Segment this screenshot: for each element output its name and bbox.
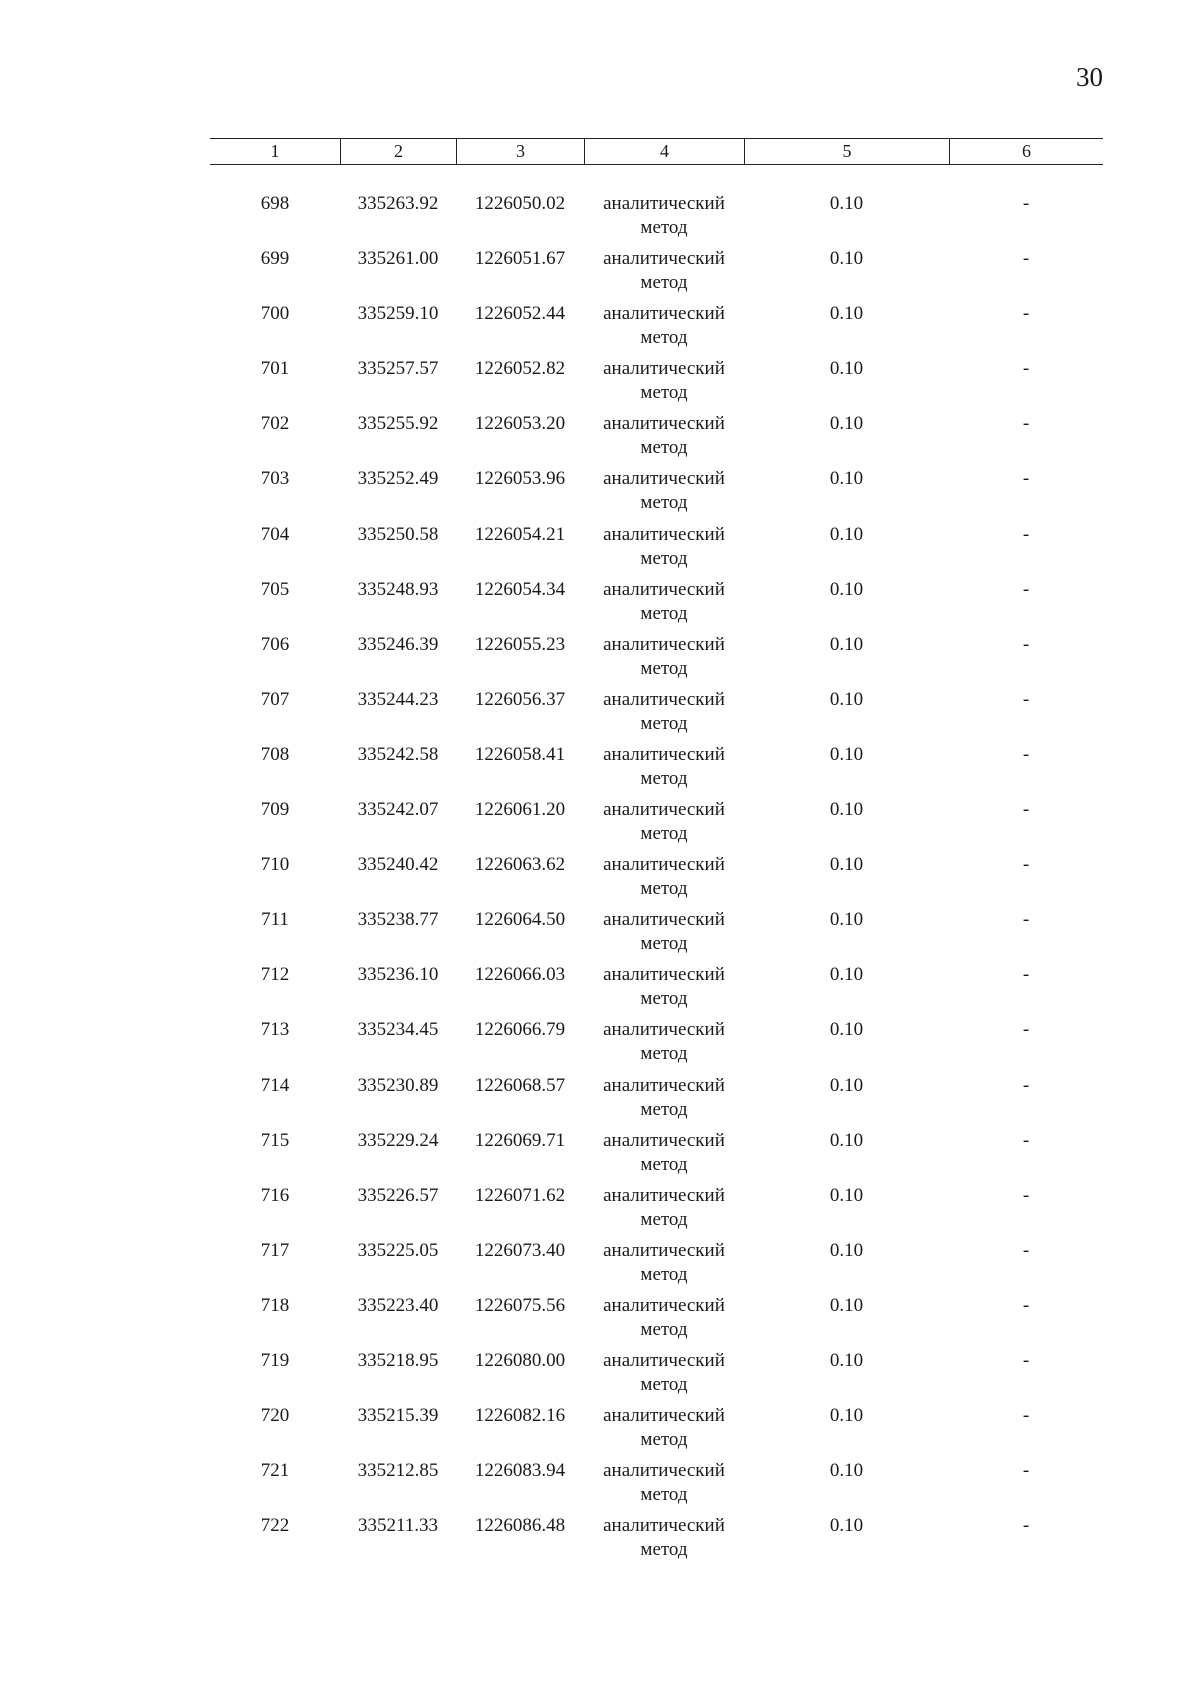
precision-value: 0.10	[829, 413, 864, 435]
method-cell	[584, 688, 744, 736]
point-number: 714	[260, 1074, 290, 1096]
precision-value: 0.10	[829, 1184, 864, 1206]
coord-x: 335238.77	[357, 909, 439, 931]
method-line-1: аналитический	[603, 1184, 725, 1206]
table-body	[210, 192, 1103, 1569]
precision-value: 0.10	[829, 248, 864, 270]
precision-value: 0.10	[829, 743, 864, 765]
point-number: 722	[260, 1515, 290, 1537]
method-cell	[584, 192, 744, 240]
method-cell	[584, 1349, 744, 1397]
point-number: 701	[260, 358, 290, 380]
method-line-2: метод	[640, 327, 688, 349]
coord-x: 335261.00	[357, 248, 439, 270]
method-cell	[584, 1184, 744, 1232]
coord-x: 335252.49	[357, 468, 439, 490]
coord-x: 335257.57	[357, 358, 439, 380]
precision-value: 0.10	[829, 1074, 864, 1096]
method-line-1: аналитический	[603, 1239, 725, 1261]
coord-y: 1226071.62	[474, 1184, 566, 1206]
method-line-2: метод	[640, 217, 688, 238]
method-line-2: метод	[640, 988, 688, 1010]
note-value: -	[1022, 633, 1030, 655]
table-row	[210, 467, 1103, 522]
precision-value: 0.10	[829, 1349, 864, 1371]
point-number: 713	[260, 1019, 290, 1041]
coord-y: 1226058.41	[474, 743, 566, 765]
method-line-2: метод	[640, 547, 688, 569]
header-col-2: 2	[340, 139, 456, 164]
method-line-1: аналитический	[603, 964, 725, 986]
method-line-2: метод	[640, 878, 688, 900]
coord-y: 1226054.21	[474, 523, 566, 545]
precision-value: 0.10	[829, 1019, 864, 1041]
precision-value: 0.10	[829, 1515, 864, 1537]
note-value: -	[1022, 193, 1030, 214]
method-line-2: метод	[640, 1043, 688, 1065]
coord-x: 335259.10	[357, 303, 439, 325]
method-line-1: аналитический	[603, 799, 725, 821]
point-number: 707	[260, 688, 290, 710]
precision-value: 0.10	[829, 468, 864, 490]
coord-x: 335242.07	[357, 799, 439, 821]
method-cell	[584, 1074, 744, 1122]
table-row	[210, 1239, 1103, 1294]
method-line-2: метод	[640, 437, 688, 459]
coord-y: 1226052.44	[474, 303, 566, 325]
table-row	[210, 247, 1103, 302]
method-line-1: аналитический	[603, 248, 725, 270]
table-row	[210, 578, 1103, 633]
method-line-1: аналитический	[603, 743, 725, 765]
method-line-2: метод	[640, 602, 688, 624]
method-cell	[584, 523, 744, 571]
method-cell	[584, 798, 744, 846]
coord-x: 335236.10	[357, 964, 439, 986]
precision-value: 0.10	[829, 799, 864, 821]
note-value: -	[1022, 1019, 1030, 1041]
point-number: 704	[260, 523, 290, 545]
method-line-1: аналитический	[603, 358, 725, 380]
point-number: 705	[260, 578, 290, 600]
coord-y: 1226063.62	[474, 854, 566, 876]
method-line-2: метод	[640, 1153, 688, 1175]
point-number: 719	[260, 1349, 290, 1371]
coord-y: 1226082.16	[474, 1405, 566, 1427]
note-value: -	[1022, 854, 1030, 876]
precision-value: 0.10	[829, 909, 864, 931]
table-row	[210, 1404, 1103, 1459]
method-line-1: аналитический	[603, 523, 725, 545]
note-value: -	[1022, 688, 1030, 710]
method-cell	[584, 1459, 744, 1507]
method-line-2: метод	[640, 823, 688, 845]
coord-y: 1226073.40	[474, 1239, 566, 1261]
coord-x: 335248.93	[357, 578, 439, 600]
header-col-4: 4	[584, 139, 744, 164]
method-line-2: метод	[640, 1429, 688, 1451]
method-cell	[584, 963, 744, 1011]
note-value: -	[1022, 358, 1030, 380]
coord-y: 1226075.56	[474, 1294, 566, 1316]
method-line-1: аналитический	[603, 578, 725, 600]
page-number: 30	[1076, 62, 1103, 92]
method-cell	[584, 743, 744, 791]
table-row	[210, 1018, 1103, 1073]
table-header	[210, 138, 1103, 165]
coord-y: 1226080.00	[474, 1349, 566, 1371]
note-value: -	[1022, 578, 1030, 600]
table-row	[210, 908, 1103, 963]
point-number: 700	[260, 303, 290, 325]
table-row	[210, 853, 1103, 908]
coord-y: 1226066.79	[474, 1019, 566, 1041]
method-line-1: аналитический	[603, 1129, 725, 1151]
coord-y: 1226066.03	[474, 964, 566, 986]
coord-x: 335255.92	[357, 413, 439, 435]
note-value: -	[1022, 964, 1030, 986]
precision-value: 0.10	[829, 1405, 864, 1427]
table-row	[210, 963, 1103, 1018]
point-number: 702	[260, 413, 290, 435]
note-value: -	[1022, 468, 1030, 490]
precision-value: 0.10	[829, 1129, 864, 1151]
point-number: 718	[260, 1294, 290, 1316]
precision-value: 0.10	[829, 193, 864, 214]
point-number: 715	[260, 1129, 290, 1151]
method-line-2: метод	[640, 1484, 688, 1506]
table-row	[210, 1294, 1103, 1349]
method-line-1: аналитический	[603, 1349, 725, 1371]
method-cell	[584, 357, 744, 405]
coord-y: 1226054.34	[474, 578, 566, 600]
coord-y: 1226068.57	[474, 1074, 566, 1096]
coord-y: 1226061.20	[474, 799, 566, 821]
method-cell	[584, 1294, 744, 1342]
precision-value: 0.10	[829, 633, 864, 655]
note-value: -	[1022, 1405, 1030, 1427]
table-row	[210, 1459, 1103, 1514]
method-cell	[584, 1239, 744, 1287]
coord-x: 335242.58	[357, 743, 439, 765]
header-col-6: 6	[949, 139, 1103, 164]
method-line-1: аналитический	[603, 303, 725, 325]
coord-x: 335263.92	[357, 193, 439, 214]
coord-x: 335250.58	[357, 523, 439, 545]
method-line-2: метод	[640, 1208, 688, 1230]
note-value: -	[1022, 1294, 1030, 1316]
table-row	[210, 1074, 1103, 1129]
table-row	[210, 1349, 1103, 1404]
note-value: -	[1022, 743, 1030, 765]
precision-value: 0.10	[829, 578, 864, 600]
table-row	[210, 743, 1103, 798]
note-value: -	[1022, 909, 1030, 931]
coord-x: 335229.24	[357, 1129, 439, 1151]
coord-y: 1226052.82	[474, 358, 566, 380]
method-line-1: аналитический	[603, 1515, 725, 1537]
note-value: -	[1022, 1129, 1030, 1151]
point-number: 703	[260, 468, 290, 490]
method-line-1: аналитический	[603, 1405, 725, 1427]
coord-y: 1226053.96	[474, 468, 566, 490]
method-line-2: метод	[640, 1373, 688, 1395]
table-row	[210, 633, 1103, 688]
coord-x: 335244.23	[357, 688, 439, 710]
point-number: 721	[260, 1460, 290, 1482]
coord-x: 335246.39	[357, 633, 439, 655]
point-number: 720	[260, 1405, 290, 1427]
coordinates-table	[210, 138, 1103, 1561]
note-value: -	[1022, 303, 1030, 325]
table-row	[210, 192, 1103, 247]
table-row	[210, 1129, 1103, 1184]
precision-value: 0.10	[829, 1294, 864, 1316]
coord-x: 335223.40	[357, 1294, 439, 1316]
coord-x: 335211.33	[357, 1515, 439, 1537]
table-row	[210, 1184, 1103, 1239]
method-cell	[584, 633, 744, 681]
note-value: -	[1022, 1184, 1030, 1206]
precision-value: 0.10	[829, 964, 864, 986]
method-line-2: метод	[640, 1098, 688, 1120]
coord-y: 1226086.48	[474, 1515, 566, 1537]
coord-y: 1226056.37	[474, 688, 566, 710]
method-line-1: аналитический	[603, 468, 725, 490]
note-value: -	[1022, 523, 1030, 545]
point-number: 709	[260, 799, 290, 821]
precision-value: 0.10	[829, 303, 864, 325]
note-value: -	[1022, 1239, 1030, 1261]
method-cell	[584, 1129, 744, 1177]
point-number: 708	[260, 743, 290, 765]
method-line-1: аналитический	[603, 1294, 725, 1316]
method-line-1: аналитический	[603, 1460, 725, 1482]
precision-value: 0.10	[829, 1239, 864, 1261]
precision-value: 0.10	[829, 688, 864, 710]
method-cell	[584, 1514, 744, 1562]
precision-value: 0.10	[829, 1460, 864, 1482]
point-number: 706	[260, 633, 290, 655]
precision-value: 0.10	[829, 854, 864, 876]
method-line-1: аналитический	[603, 1074, 725, 1096]
method-cell	[584, 247, 744, 295]
table-row	[210, 688, 1103, 743]
method-line-2: метод	[640, 492, 688, 514]
coord-y: 1226064.50	[474, 909, 566, 931]
method-cell	[584, 578, 744, 626]
method-cell	[584, 908, 744, 956]
note-value: -	[1022, 1460, 1030, 1482]
point-number: 710	[260, 854, 290, 876]
method-cell	[584, 467, 744, 515]
note-value: -	[1022, 799, 1030, 821]
coord-x: 335226.57	[357, 1184, 439, 1206]
table-row	[210, 412, 1103, 467]
coord-x: 335215.39	[357, 1405, 439, 1427]
method-line-2: метод	[640, 1263, 688, 1285]
point-number: 717	[260, 1239, 290, 1261]
table-row	[210, 302, 1103, 357]
precision-value: 0.10	[829, 523, 864, 545]
method-line-2: метод	[640, 767, 688, 789]
method-line-2: метод	[640, 657, 688, 679]
coord-x: 335234.45	[357, 1019, 439, 1041]
point-number: 711	[261, 909, 289, 931]
point-number: 716	[260, 1184, 290, 1206]
note-value: -	[1022, 1515, 1030, 1537]
note-value: -	[1022, 248, 1030, 270]
method-line-1: аналитический	[603, 633, 725, 655]
coord-y: 1226055.23	[474, 633, 566, 655]
note-value: -	[1022, 1349, 1030, 1371]
method-line-1: аналитический	[603, 854, 725, 876]
coord-y: 1226053.20	[474, 413, 566, 435]
method-line-1: аналитический	[603, 1019, 725, 1041]
method-line-2: метод	[640, 712, 688, 734]
table-row	[210, 798, 1103, 853]
coord-x: 335225.05	[357, 1239, 439, 1261]
point-number: 699	[260, 248, 290, 270]
coord-y: 1226083.94	[474, 1460, 566, 1482]
coord-y: 1226050.02	[474, 193, 566, 214]
method-cell	[584, 302, 744, 350]
method-line-2: метод	[640, 272, 688, 294]
point-number: 698	[260, 193, 290, 214]
table-row	[210, 357, 1103, 412]
method-line-1: аналитический	[603, 193, 725, 214]
header-col-3: 3	[456, 139, 584, 164]
coord-x: 335218.95	[357, 1349, 439, 1371]
method-line-2: метод	[640, 1539, 688, 1561]
coord-y: 1226069.71	[474, 1129, 566, 1151]
method-line-1: аналитический	[603, 413, 725, 435]
method-cell	[584, 412, 744, 460]
note-value: -	[1022, 413, 1030, 435]
method-line-1: аналитический	[603, 688, 725, 710]
method-line-2: метод	[640, 1318, 688, 1340]
point-number: 712	[260, 964, 290, 986]
note-value: -	[1022, 1074, 1030, 1096]
method-line-1: аналитический	[603, 909, 725, 931]
method-cell	[584, 853, 744, 901]
coord-x: 335230.89	[357, 1074, 439, 1096]
coord-y: 1226051.67	[474, 248, 566, 270]
method-line-2: метод	[640, 382, 688, 404]
header-col-5: 5	[744, 139, 949, 164]
table-row	[210, 1514, 1103, 1569]
coord-x: 335240.42	[357, 854, 439, 876]
method-cell	[584, 1404, 744, 1452]
method-line-2: метод	[640, 933, 688, 955]
header-col-1: 1	[270, 141, 280, 161]
precision-value: 0.10	[829, 358, 864, 380]
coord-x: 335212.85	[357, 1460, 439, 1482]
table-row	[210, 523, 1103, 578]
method-cell	[584, 1018, 744, 1066]
